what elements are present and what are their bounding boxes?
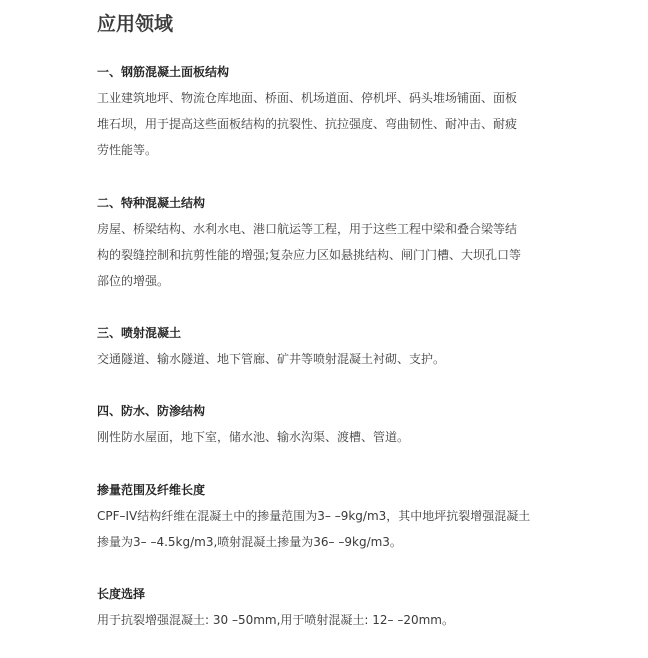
section-line: 掺量为3– –4.5kg/m3,喷射混凝土掺量为36– –9kg/m3。 [97,535,402,549]
section-line: 堆石坝，用于提高这些面板结构的抗裂性、抗拉强度、弯曲韧性、耐冲击、耐疲 [97,117,518,131]
section-heading: 二、特种混凝土结构 [97,196,206,210]
section-dosage [97,481,530,555]
section-line: 部位的增强。 [97,274,170,288]
section-length-selection [97,585,454,633]
section-heading: 四、防水、防渗结构 [97,404,206,418]
section-line: 劳性能等。 [97,143,158,157]
section-panel-structures [97,63,517,163]
section-line: 交通隧道、输水隧道、地下管廊、矿井等喷射混凝土衬砌、支护。 [97,352,446,366]
section-line: CPF–IV结构纤维在混凝土中的掺量范围为3– –9kg/m3，其中地坪抗裂增强混凝土 [97,509,531,523]
section-heading: 一、钢筋混凝土面板结构 [97,65,230,79]
section-special-concrete [97,194,521,294]
section-waterproofing [97,402,409,450]
section-heading: 掺量范围及纤维长度 [97,483,206,497]
section-line: 刚性防水屋面，地下室，储水池、输水沟渠、渡槽、管道。 [97,430,410,444]
section-heading: 三、喷射混凝土 [97,326,182,340]
section-line: 用于抗裂增强混凝土: 30 –50mm,用于喷射混凝土: 12– –20mm。 [97,613,454,627]
section-line: 房屋、桥梁结构、水利水电、港口航运等工程，用于这些工程中梁和叠合梁等结 [97,222,518,236]
page-title: 应用领域 [97,13,174,35]
section-shotcrete [97,324,445,372]
section-line: 构的裂缝控制和抗剪性能的增强;复杂应力区如悬挑结构、闸门门槽、大坝孔口等 [97,248,522,262]
section-heading: 长度选择 [97,587,146,601]
section-line: 工业建筑地坪、物流仓库地面、桥面、机场道面、停机坪、码头堆场铺面、面板 [97,91,518,105]
